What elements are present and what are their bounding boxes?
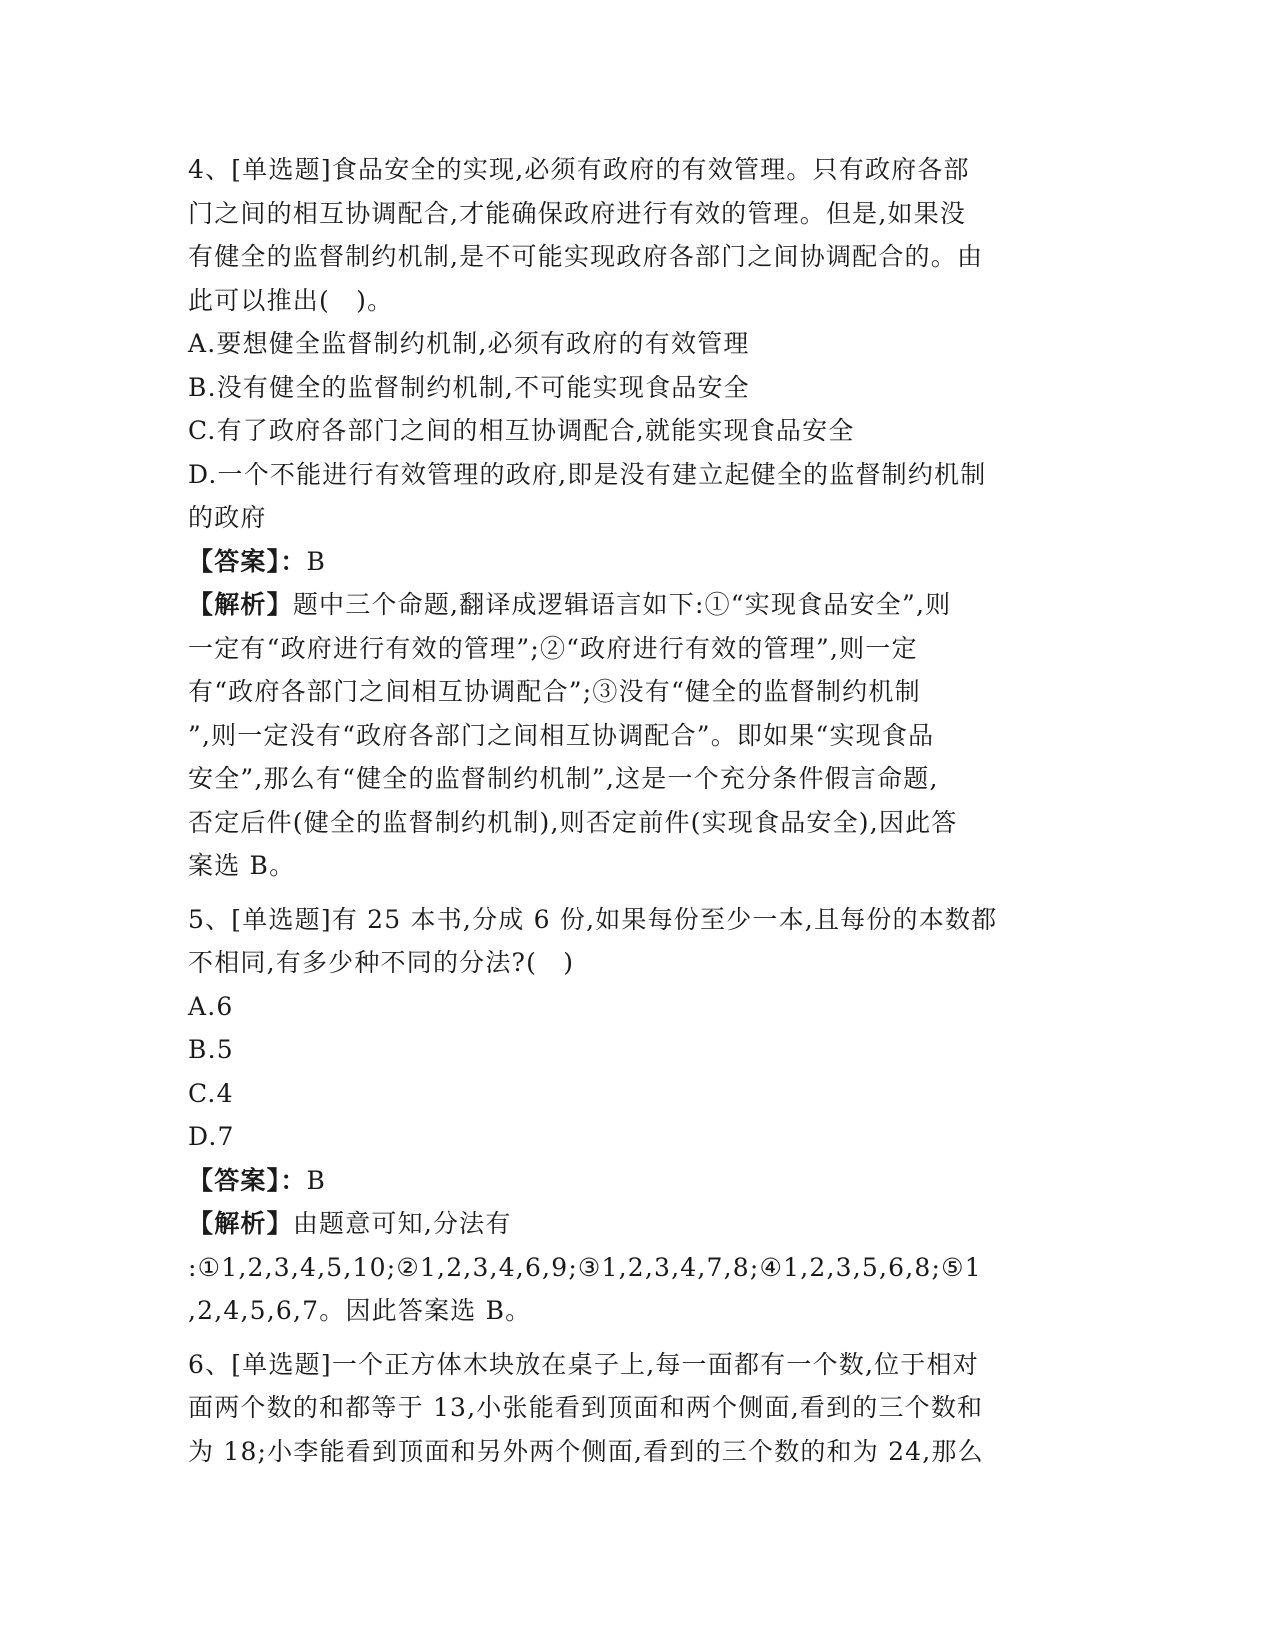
question-6-stem-line-2: 面两个数的和都等于 13,小张能看到顶面和两个侧面,看到的三个数和 [188,1393,984,1422]
question-4-stem-line-2: 门之间的相互协调配合,才能确保政府进行有效的管理。但是,如果没 [188,198,967,228]
question-4-analysis-line-7: 案选 B。 [188,851,296,880]
question-4-option-c: C.有了政府各部门之间的相互协调配合,就能实现食品安全 [188,416,855,445]
question-4-analysis-line-3: 有“政府各部门之间相互协调配合”;③没有“健全的监督制约机制 [188,677,921,706]
question-5 [188,898,1088,1333]
answer-label: 【答案】 [188,1165,281,1195]
question-5-option-a: A.6 [188,991,234,1021]
question-4-answer [188,540,1088,584]
question-4-option-a: A.要想健全监督制约机制,必须有政府的有效管理 [188,329,750,358]
question-5-option-b: B.5 [188,1035,234,1064]
question-4-analysis-line-1 [188,583,1088,627]
question-5-answer [188,1159,1088,1203]
question-5-option-c: C.4 [188,1078,234,1108]
question-5-analysis-line-1 [188,1202,1088,1246]
question-4-analysis-line-6: 否定后件(健全的监督制约机制),则否定前件(实现食品安全),因此答 [188,807,958,837]
question-4-option-d-line-1: D.一个不能进行有效管理的政府,即是没有建立起健全的监督制约机制 [188,459,987,489]
question-4-stem-line-3: 有健全的监督制约机制,是不可能实现政府各部门之间协调配合的。由 [188,242,984,271]
question-5-analysis-line-3: ,2,4,5,6,7。因此答案选 B。 [188,1296,532,1325]
analysis-text: 题中三个命题,翻译成逻辑语言如下:①“实现食品安全”,则 [292,590,952,619]
question-5-stem-line-1: 5、[单选题]有 25 本书,分成 6 份,如果每份至少一本,且每份的本数都 [188,904,998,934]
question-6-stem-line-3: 为 18;小李能看到顶面和另外两个侧面,看到的三个数的和为 24,那么 [188,1436,984,1466]
question-4-analysis-line-5: 安全”,那么有“健全的监督制约机制”,这是一个充分条件假言命题, [188,764,939,793]
question-gap [188,888,1088,898]
question-6-stem-line-1: 6、[单选题]一个正方体木块放在桌子上,每一面都有一个数,位于相对 [188,1349,979,1379]
question-4-option-d-line-2: 的政府 [188,503,267,532]
question-4-analysis-line-4: ”,则一定没有“政府各部门之间相互协调配合”。即如果“实现食品 [188,720,935,750]
question-5-stem-line-2: 不相同,有多少种不同的分法?( ) [188,948,575,977]
question-5-option-d: D.7 [188,1122,235,1151]
question-5-analysis-line-2: :①1,2,3,4,5,10;②1,2,3,4,6,9;③1,2,3,4,7,8;④1,2,3,5,6,8;⑤1 [188,1252,982,1282]
answer-label: 【答案】 [188,546,281,576]
answer-value: B [306,546,327,576]
question-4 [188,148,1088,888]
analysis-label: 【解析】 [188,1209,293,1238]
question-gap [188,1333,1088,1343]
analysis-text: 由题意可知,分法有 [292,1209,512,1238]
document-page [188,148,1088,1473]
question-6 [188,1343,1088,1474]
question-4-option-b: B.没有健全的监督制约机制,不可能实现食品安全 [188,372,750,402]
analysis-label: 【解析】 [188,590,293,619]
question-4-stem-line-1: 4、[单选题]食品安全的实现,必须有政府的有效管理。只有政府各部 [188,155,970,184]
answer-value: B [306,1165,327,1195]
question-4-stem-line-4: 此可以推出( )。 [188,285,394,315]
answer-separator: ： [280,546,307,576]
question-4-analysis-line-2: 一定有“政府进行有效的管理”;②“政府进行有效的管理”,则一定 [188,633,918,663]
answer-separator: ： [280,1165,307,1195]
